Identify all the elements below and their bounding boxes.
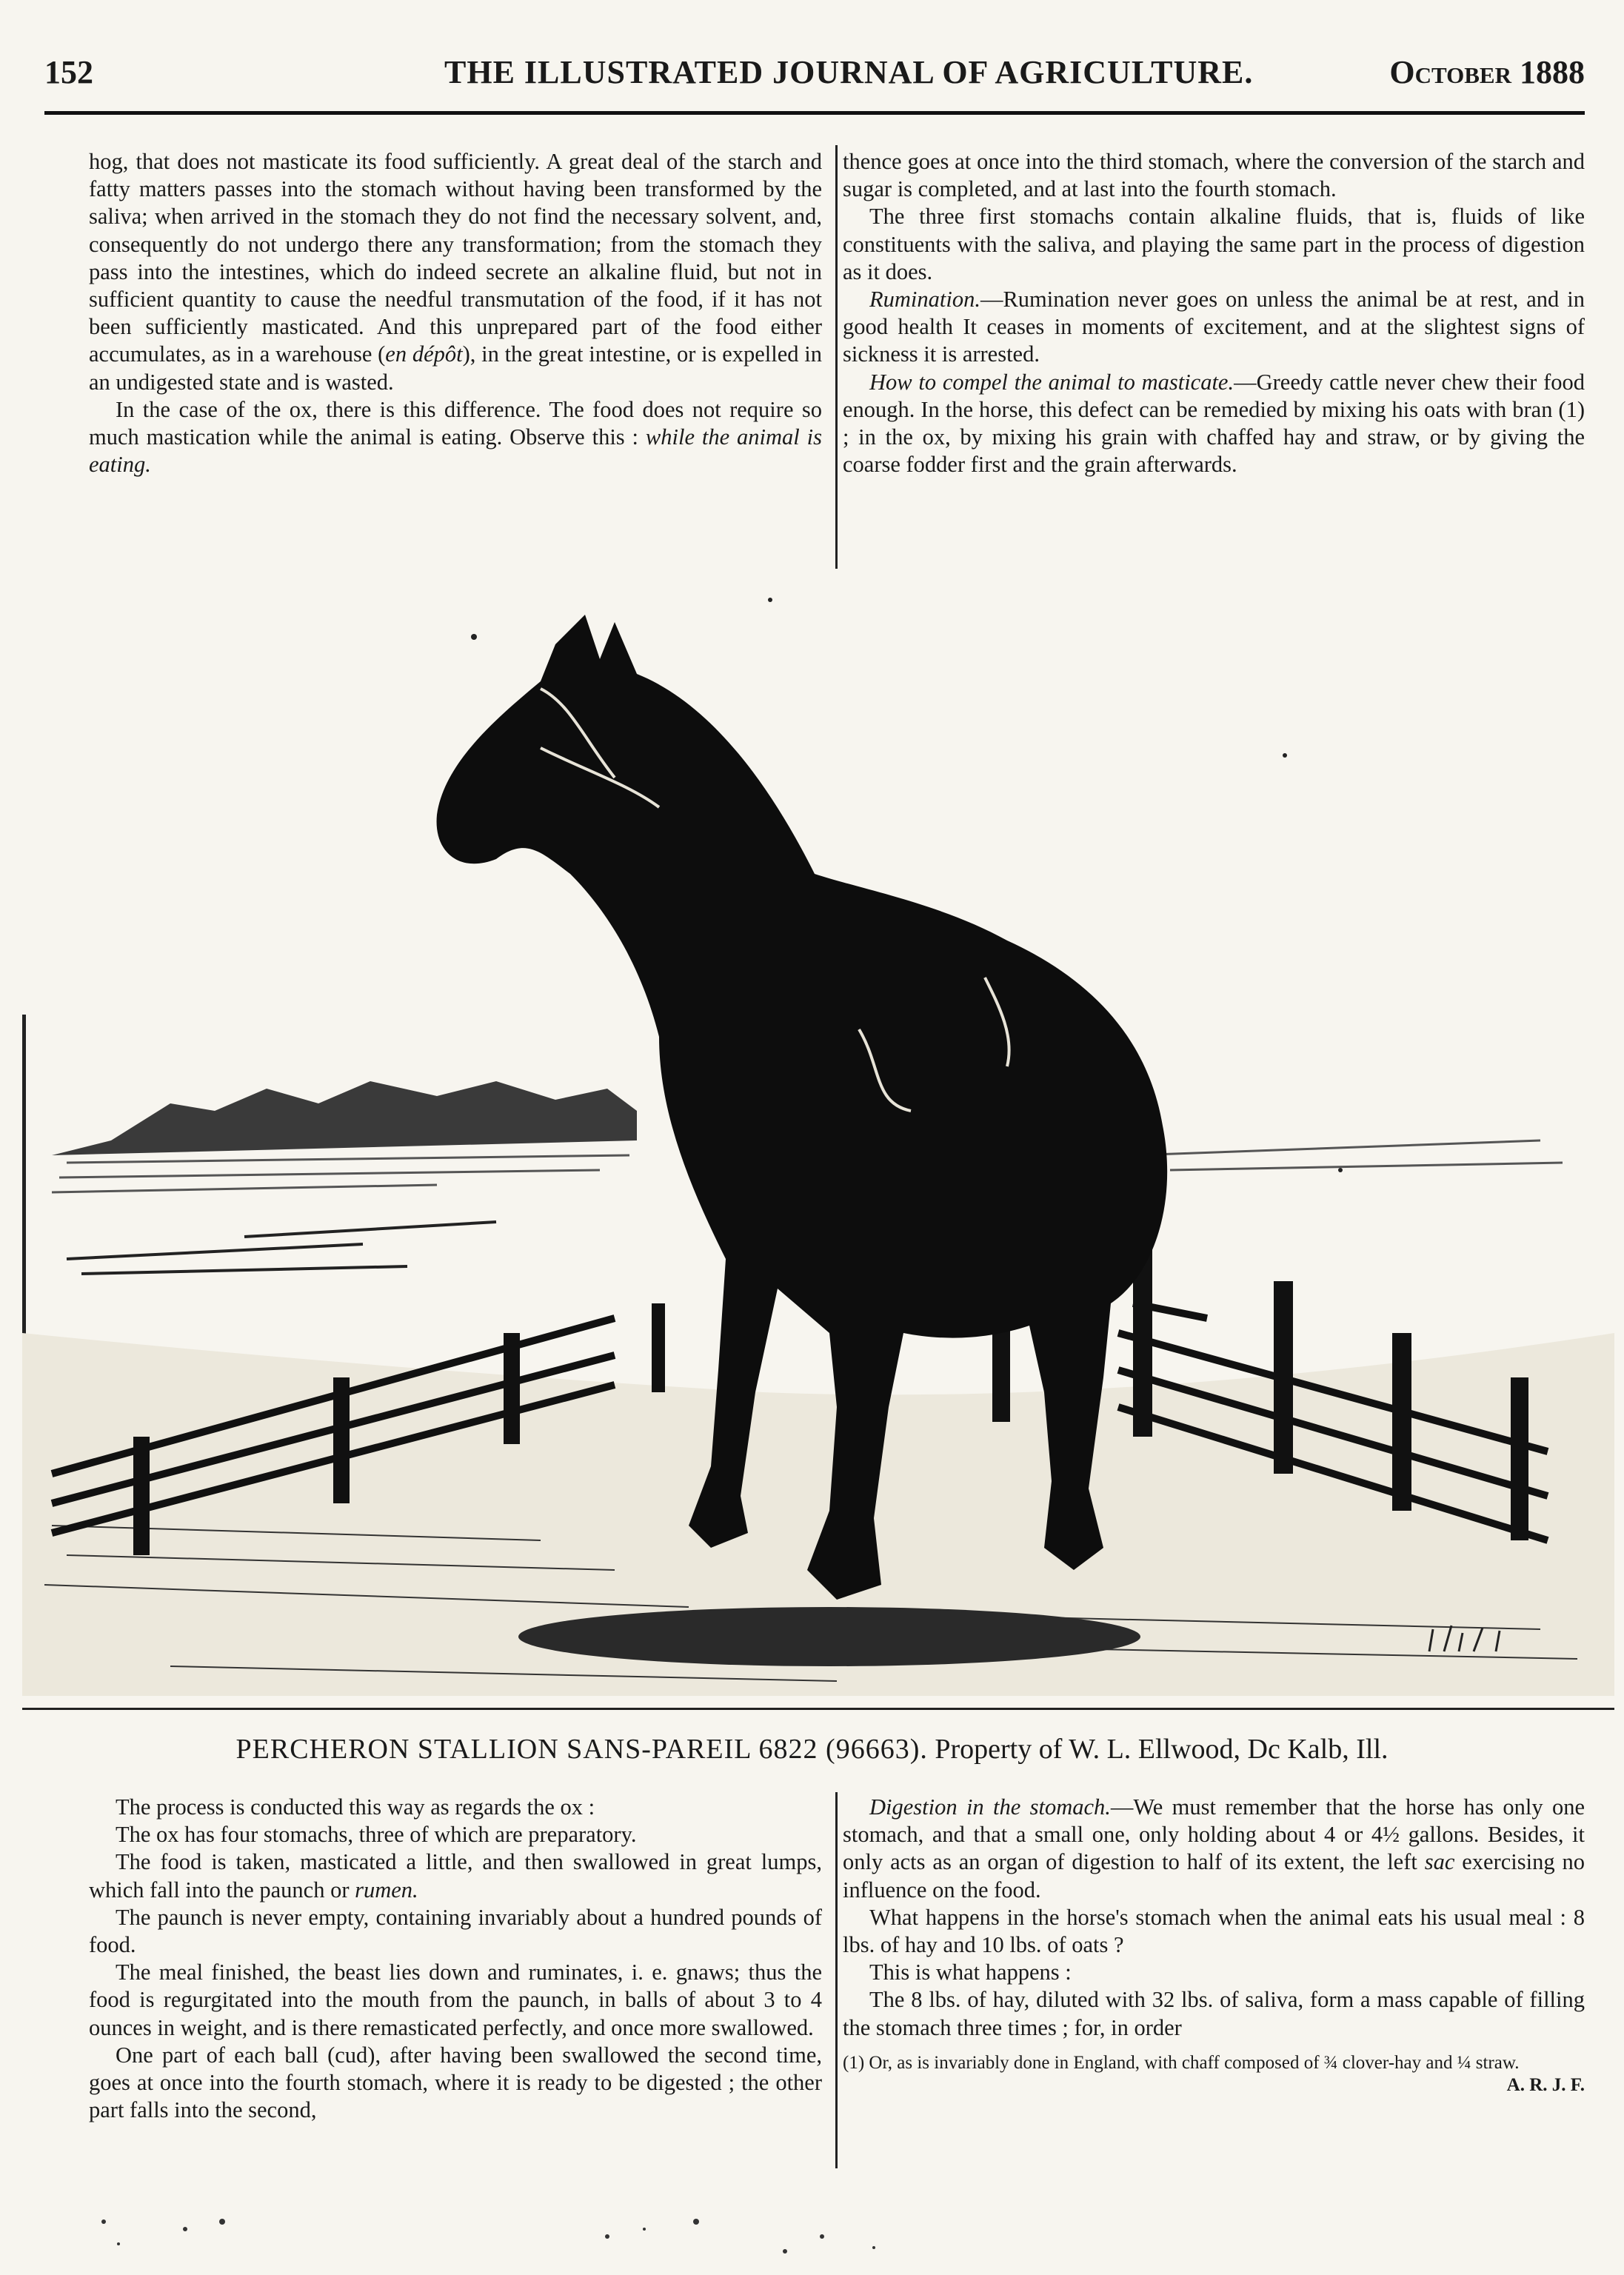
page-number: 152	[44, 54, 93, 90]
top-right-column	[843, 148, 1585, 478]
header-rule	[44, 111, 1585, 115]
issue-date: October 1888	[1389, 54, 1585, 90]
caption-owner: Property of W. L. Ellwood, Dc Kalb, Ill.	[935, 1734, 1389, 1765]
footnote	[843, 2052, 1585, 2095]
figure-bottom-rule	[22, 1708, 1614, 1710]
paragraph: The paunch is never empty, containing invariably about a hundred pounds of food.	[89, 1904, 822, 1958]
stallion-engraving	[22, 592, 1614, 1696]
paragraph: The three first stomachs contain alkaline fluids, that is, fluids of like constituents with the saliva, and playing the same part in the process of digestion as it does.	[843, 204, 1585, 284]
paragraph: hog, that does not masticate its food sufficiently. A great deal of the starch and fatty matters passes into the stomach without having been transformed by the saliva; when arrived in the stomach they do not find the necessary solvent, and, consequently do not undergo there any transformation; from the stomach they pass into the intestines, which do indeed secrete an alkaline fluid, but not in sufficient quantity to cause the needful transmutation of the food, if it has not been sufficiently masticated. And this unprepared part of the food either accumulates, as in a warehouse (en dépôt), in the great intestine, or is expelled in an undigested state and is wasted.	[89, 149, 822, 395]
paragraph: How to compel the animal to masticate.—Greedy cattle never chew their food enough. In the horse, this defect can be remedied by mixing his oats with bran (1) ; in the ox, by mixing his grain with chaffed hay and straw, or by giving the coarse fodder first and the grain afterwards.	[843, 369, 1585, 478]
print-specks	[0, 2207, 1624, 2274]
paragraph: Digestion in the stomach.—We must remember that the horse has only one stomach, and that a small one, only holding about 4 or 4½ gallons. Besides, it only acts as an organ of digestion to half of its extent, the left sac exercising no influence on the food.	[843, 1794, 1585, 1902]
paragraph: Rumination.—Rumination never goes on unless the animal be at rest, and in good health It ceases in moments of excitement, and at the slightest signs of sickness it is arrested.	[843, 287, 1585, 367]
bottom-left-column	[89, 1794, 822, 2124]
column-rule-bottom	[835, 1792, 838, 2168]
paragraph: thence goes at once into the third stomach, where the conversion of the starch and sugar is completed, and at last into the fourth stomach.	[843, 149, 1585, 202]
column-rule-top	[835, 145, 838, 569]
paragraph: In the case of the ox, there is this difference. The food does not require so much mastication while the animal is eating. Observe this : while the animal is eating.	[89, 396, 822, 478]
paragraph: The meal finished, the beast lies down and ruminates, i. e. gnaws; thus the food is regurgitated into the mouth from the paunch, in balls of about 3 to 4 ounces in weight, and is there remasticated perfectly, and once more swallowed.	[89, 1960, 822, 2040]
journal-title: THE ILLUSTRATED JOURNAL OF AGRICULTURE.	[444, 54, 1254, 90]
footnote-text: (1) Or, as is invariably done in England, with chaff composed of ¾ clover-hay and ¼ straw.	[843, 2052, 1520, 2073]
footnote-signature: A. R. J. F.	[1506, 2074, 1585, 2095]
bottom-right-column	[843, 1794, 1585, 2097]
paragraph: The ox has four stomachs, three of which are preparatory.	[116, 1822, 637, 1848]
paragraph: The food is taken, masticated a little, and then swallowed in great lumps, which fall into the paunch or rumen.	[89, 1849, 822, 1902]
top-left-column	[89, 148, 822, 478]
figure-caption	[0, 1733, 1624, 1765]
caption-title: PERCHERON STALLION SANS-PAREIL 6822 (96663).	[235, 1734, 928, 1765]
paragraph: The 8 lbs. of hay, diluted with 32 lbs. of saliva, form a mass capable of filling the stomach three times ; for, in order	[843, 1987, 1585, 2040]
running-header	[44, 53, 1585, 98]
paragraph: This is what happens :	[869, 1960, 1072, 1985]
paragraph: What happens in the horse's stomach when the animal eats his usual meal : 8 lbs. of hay and 10 lbs. of oats ?	[843, 1904, 1585, 1958]
paragraph: One part of each ball (cud), after having been swallowed the second time, goes at once into the fourth stomach, where it is ready to be digested ; the other part falls into the second,	[89, 2042, 822, 2123]
paragraph: The process is conducted this way as regards the ox :	[116, 1794, 595, 1820]
